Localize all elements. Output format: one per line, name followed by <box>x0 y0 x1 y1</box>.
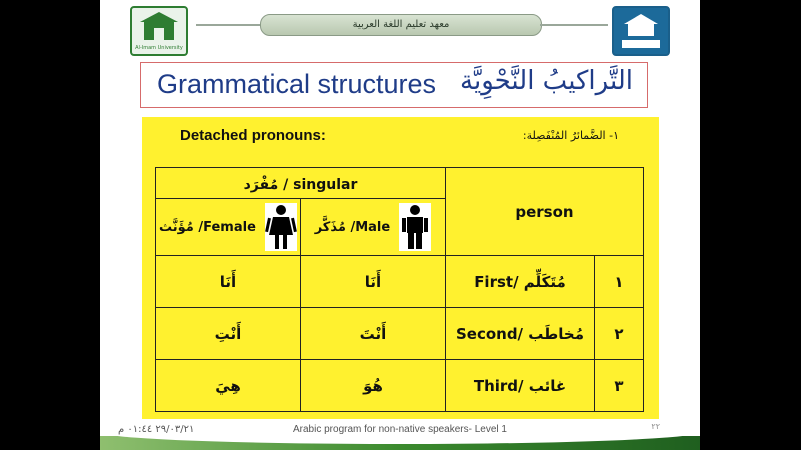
institute-name: معهد تعليم اللغة العربية <box>260 14 542 36</box>
table-row <box>156 308 644 360</box>
section-title-english: Detached pronouns: <box>180 127 326 144</box>
table-row <box>156 256 644 308</box>
footer-program: Arabic program for non-native speakers- Level 1 <box>293 424 507 435</box>
title-english: Grammatical structures <box>157 69 437 99</box>
row-number-cell: ١ <box>595 256 644 308</box>
male-figure-icon <box>399 203 431 251</box>
slide <box>100 0 700 450</box>
title-arabic: التَّراكيبُ النَّحْوِيَّة <box>460 66 633 96</box>
slide-header <box>100 0 700 62</box>
pronouns-table <box>155 167 644 412</box>
male-header-cell <box>301 199 446 256</box>
footer-page-number: ٢٢ <box>651 422 660 431</box>
table-header-row <box>156 168 644 199</box>
slide-footer <box>100 420 700 450</box>
person-label-cell: Third/ غائب <box>446 360 595 412</box>
male-pronoun-cell: أَنَا <box>301 256 446 308</box>
person-label-cell: Second/ مُخاطَب <box>446 308 595 360</box>
female-label: مُؤَنَّث /Female <box>159 219 256 235</box>
male-label: مُذَكَّر /Male <box>314 219 391 235</box>
female-header-cell <box>156 199 301 256</box>
institute-logo <box>130 6 188 56</box>
footer-date: ٢٩/٠٣/٢١ ٠١:٤٤ م <box>118 424 195 435</box>
university-logo <box>612 6 670 56</box>
female-figure-icon <box>265 203 297 251</box>
header-line-right <box>540 24 608 26</box>
person-label-cell: First/ مُتَكَلِّم <box>446 256 595 308</box>
male-pronoun-cell: أَنْتَ <box>301 308 446 360</box>
header-line-left <box>196 24 260 26</box>
content-panel <box>142 117 659 419</box>
male-pronoun-cell: هُوَ <box>301 360 446 412</box>
person-header: person <box>515 202 574 221</box>
table-row <box>156 360 644 412</box>
singular-header: مُفْرَد / singular <box>243 176 358 193</box>
row-number-cell: ٢ <box>595 308 644 360</box>
logo-caption: Al-Imam University <box>135 45 183 51</box>
female-pronoun-cell: هِيَ <box>156 360 301 412</box>
singular-header-cell <box>156 168 446 199</box>
person-header-cell <box>446 168 644 256</box>
female-pronoun-cell: أَنَا <box>156 256 301 308</box>
section-title-arabic: ١- الضَّمائرُ المُنْفَصِلة: <box>522 129 619 142</box>
title-box <box>140 62 648 108</box>
female-pronoun-cell: أَنْتِ <box>156 308 301 360</box>
row-number-cell: ٣ <box>595 360 644 412</box>
